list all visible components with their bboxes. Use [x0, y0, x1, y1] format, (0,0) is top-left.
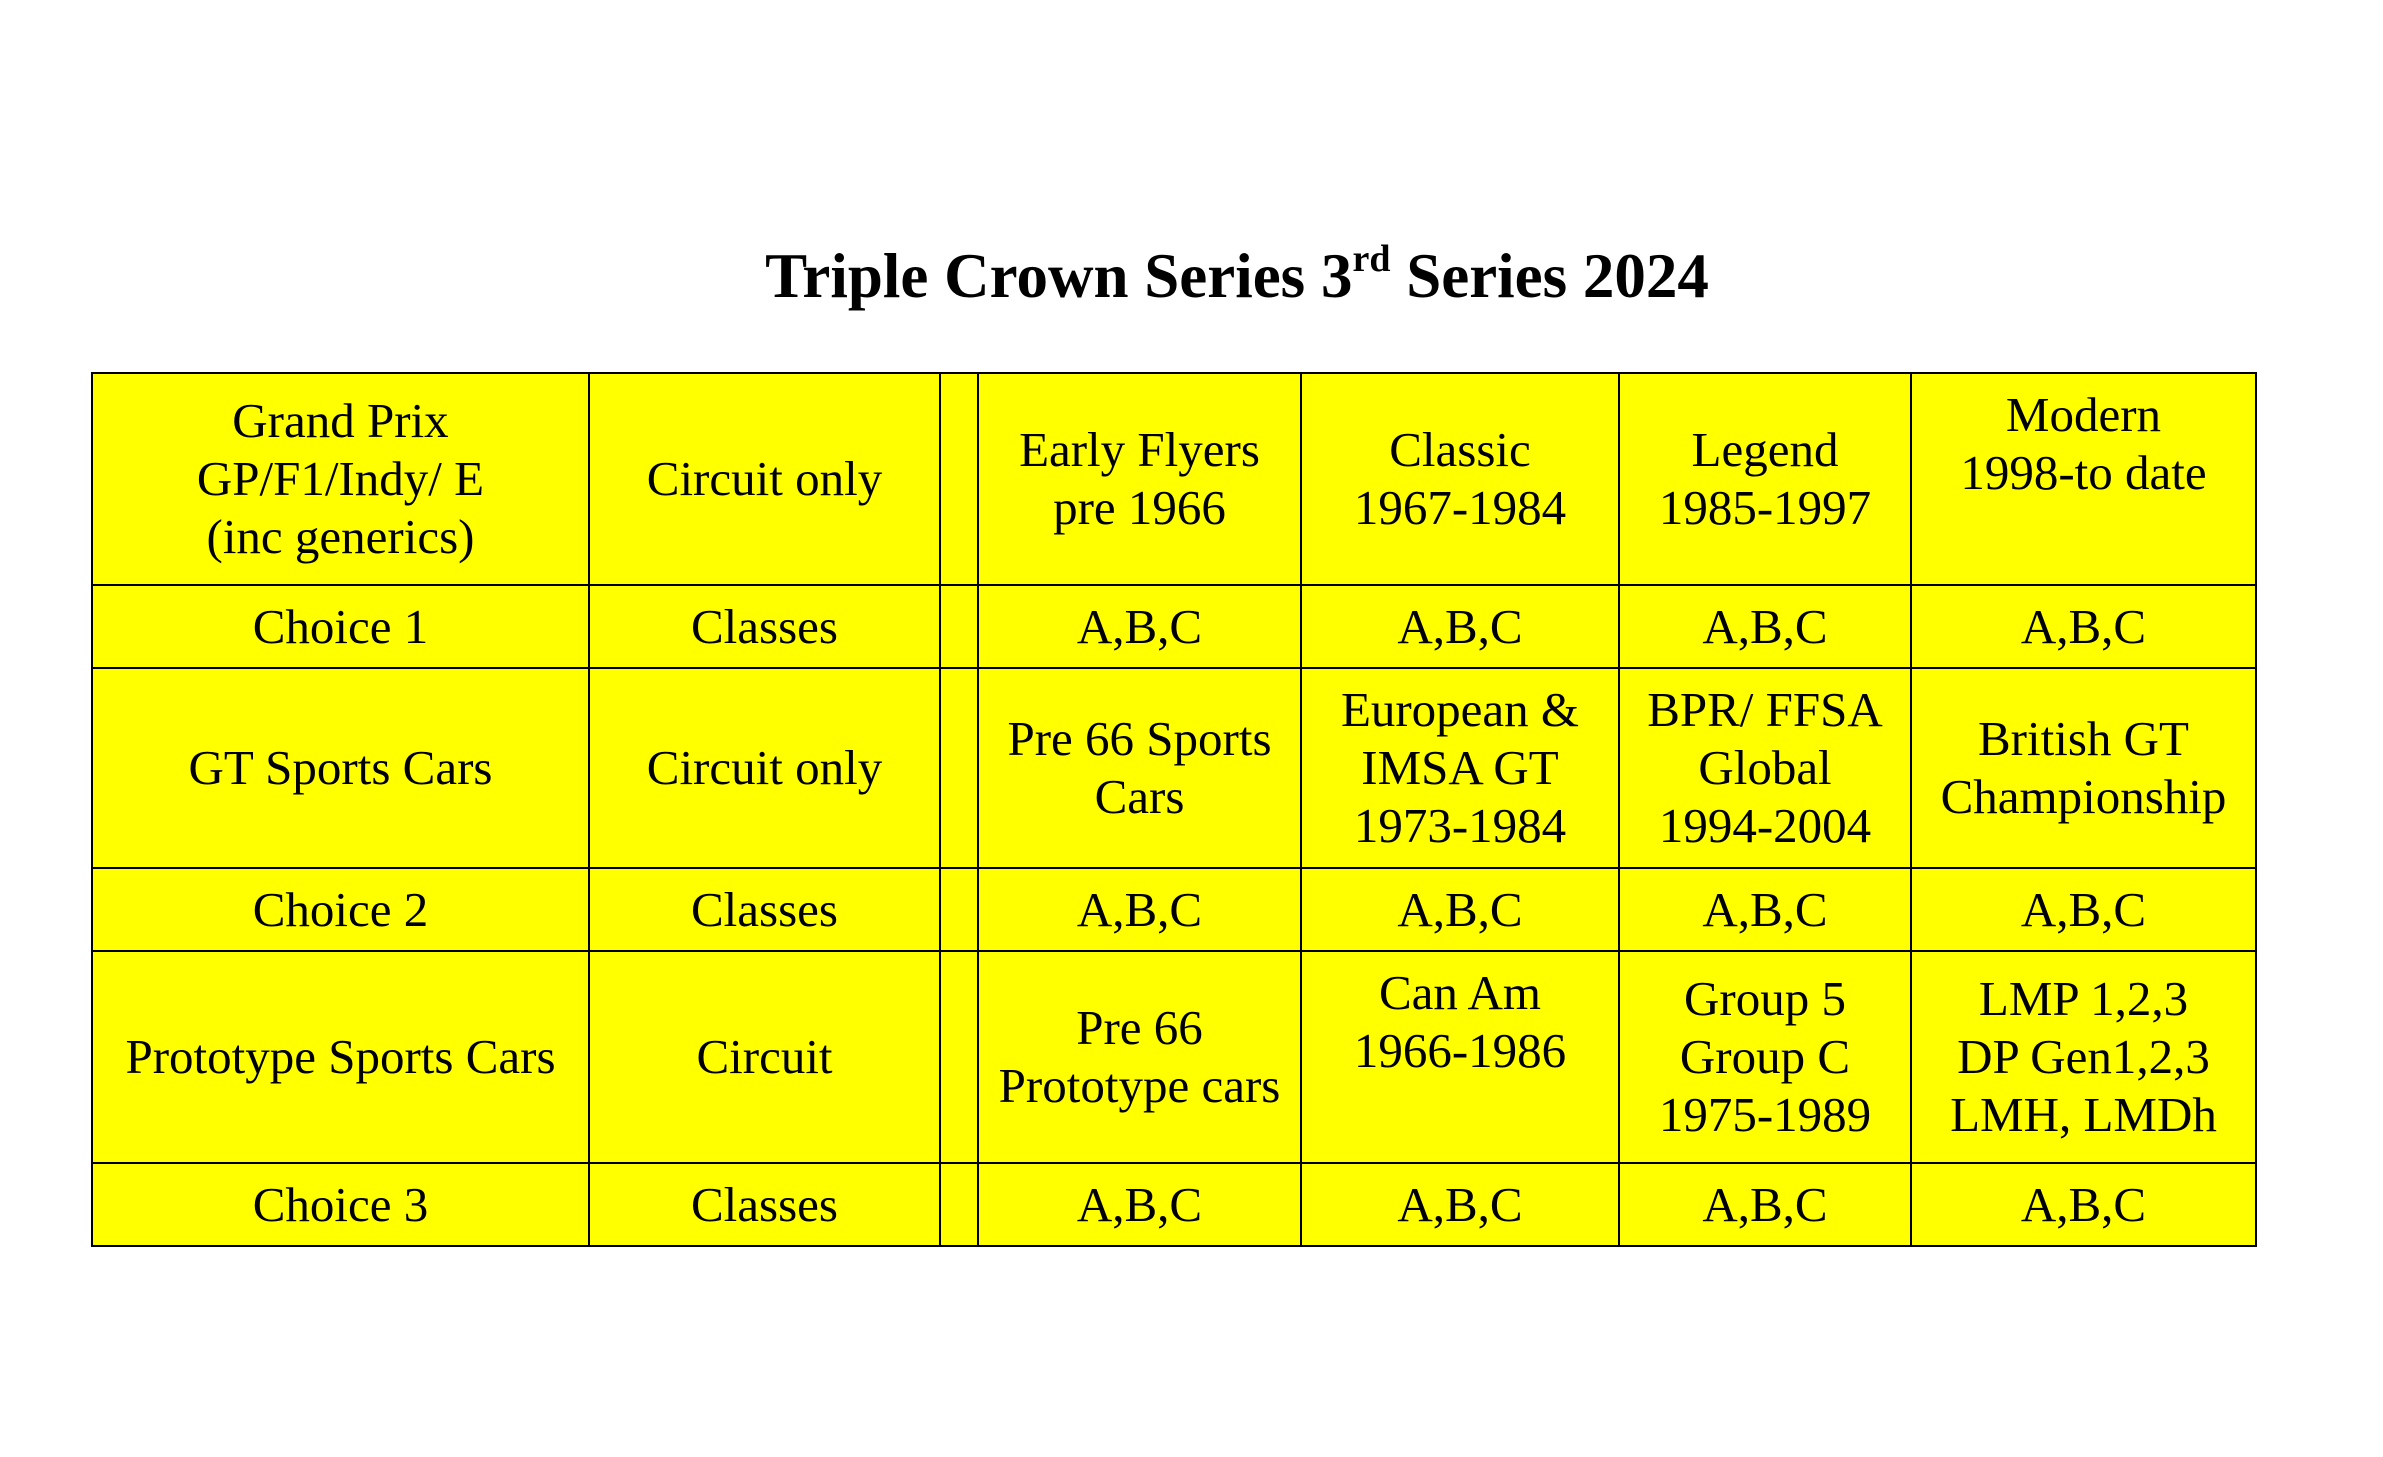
page-title — [0, 236, 2383, 325]
cell-value: A,B,C — [978, 868, 1301, 951]
cell-spacer — [940, 585, 978, 668]
cell-era-modern: LMP 1,2,3 DP Gen1,2,3 LMH, LMDh — [1911, 951, 2256, 1163]
cell-era-modern: British GT Championship — [1911, 668, 2256, 868]
cell-type: Classes — [589, 585, 940, 668]
cell-era-early-flyers: Pre 66 Prototype cars — [978, 951, 1301, 1163]
cell-type: Circuit — [589, 951, 940, 1163]
title-rest: Series 2024 — [1390, 241, 1709, 311]
cell-era-legend: BPR/ FFSA Global 1994-2004 — [1619, 668, 1911, 868]
cell-type: Circuit only — [589, 373, 940, 585]
cell-value: A,B,C — [1911, 1163, 2256, 1246]
cell-era-legend: Group 5 Group C 1975-1989 — [1619, 951, 1911, 1163]
cell-value: A,B,C — [1619, 868, 1911, 951]
cell-category-gt: GT Sports Cars — [92, 668, 589, 868]
table-row-gt-sports-cars — [92, 668, 2256, 868]
table-row-grand-prix — [92, 373, 2256, 585]
cell-era-early-flyers: Pre 66 Sports Cars — [978, 668, 1301, 868]
cell-spacer — [940, 1163, 978, 1246]
cell-value: A,B,C — [1619, 1163, 1911, 1246]
cell-value: A,B,C — [1301, 868, 1619, 951]
table-row-prototype-sports-cars — [92, 951, 2256, 1163]
cell-spacer — [940, 868, 978, 951]
cell-value: A,B,C — [978, 585, 1301, 668]
table-row-choice-2 — [92, 868, 2256, 951]
cell-value: A,B,C — [1911, 868, 2256, 951]
cell-type: Classes — [589, 1163, 940, 1246]
cell-value: A,B,C — [978, 1163, 1301, 1246]
cell-era-early-flyers: Early Flyers pre 1966 — [978, 373, 1301, 585]
cell-spacer — [940, 373, 978, 585]
cell-spacer — [940, 668, 978, 868]
title-superscript: rd — [1352, 238, 1391, 280]
cell-value: A,B,C — [1301, 1163, 1619, 1246]
cell-choice-label: Choice 2 — [92, 868, 589, 951]
cell-era-classic: European & IMSA GT 1973-1984 — [1301, 668, 1619, 868]
cell-value: A,B,C — [1301, 585, 1619, 668]
cell-era-modern: Modern 1998-to date — [1911, 373, 2256, 585]
cell-era-classic: Classic 1967-1984 — [1301, 373, 1619, 585]
table-row-choice-1 — [92, 585, 2256, 668]
series-table — [91, 372, 2257, 1247]
cell-category-prototype: Prototype Sports Cars — [92, 951, 589, 1163]
cell-era-legend: Legend 1985-1997 — [1619, 373, 1911, 585]
cell-era-classic: Can Am 1966-1986 — [1301, 951, 1619, 1163]
cell-value: A,B,C — [1911, 585, 2256, 668]
title-main: Triple Crown Series 3 — [765, 241, 1353, 311]
cell-choice-label: Choice 1 — [92, 585, 589, 668]
cell-type: Circuit only — [589, 668, 940, 868]
cell-choice-label: Choice 3 — [92, 1163, 589, 1246]
cell-value: A,B,C — [1619, 585, 1911, 668]
cell-type: Classes — [589, 868, 940, 951]
cell-spacer — [940, 951, 978, 1163]
table-row-choice-3 — [92, 1163, 2256, 1246]
cell-category-grand-prix: Grand Prix GP/F1/Indy/ E (inc generics) — [92, 373, 589, 585]
